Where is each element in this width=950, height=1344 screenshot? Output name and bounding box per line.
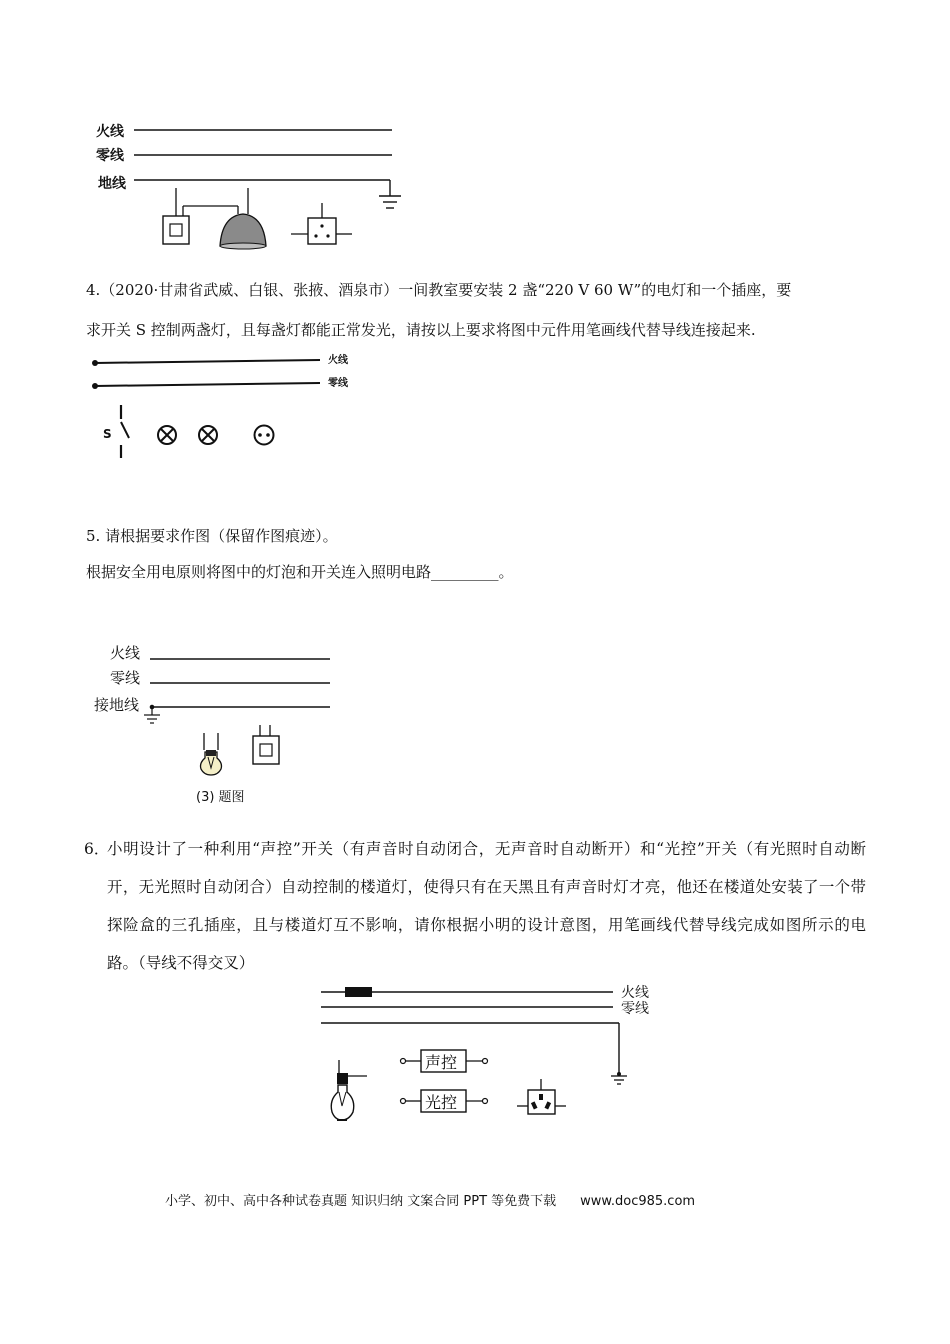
socket-icon bbox=[255, 426, 274, 445]
lamp-2-icon bbox=[199, 426, 217, 444]
question-4-line-1: 4.（2020·甘肃省武威、白银、张掖、酒泉市）一间教室要安装 2 盏“220 V 60 W”的电灯和一个插座，要 bbox=[86, 281, 792, 299]
ground-symbol bbox=[379, 180, 401, 208]
figure-caption: (3) 题图 bbox=[196, 790, 245, 805]
ground-wire-label: 地线 bbox=[98, 176, 126, 192]
page-footer bbox=[165, 1190, 695, 1209]
neutral-wire bbox=[95, 383, 320, 386]
neutral-wire-label: 零线 bbox=[328, 378, 348, 389]
live-wire-label: 火线 bbox=[110, 644, 141, 662]
switch-s-label: S bbox=[103, 427, 112, 441]
circuit-figure-q3 bbox=[90, 118, 420, 258]
light-bulb-icon bbox=[331, 1060, 367, 1120]
live-wire-label: 火线 bbox=[96, 124, 124, 140]
question-4-line-2: 求开关 S 控制两盏灯，且每盏灯都能正常发光，请按以上要求将图中元件用笔画线代替导线连接起来. bbox=[86, 321, 756, 339]
neutral-wire-label: 零线 bbox=[110, 669, 141, 687]
question-5-line-1: 5. 请根据要求作图（保留作图痕迹）。 bbox=[86, 527, 338, 545]
light-control-switch bbox=[401, 1090, 488, 1112]
lamp-shade-icon bbox=[220, 188, 266, 249]
switch-s-icon bbox=[103, 405, 129, 458]
circuit-figure-q4 bbox=[88, 348, 368, 464]
light-bulb-icon bbox=[201, 733, 222, 775]
neutral-wire-label: 零线 bbox=[621, 1001, 649, 1017]
switch-box-icon bbox=[253, 725, 279, 764]
neutral-wire-label: 零线 bbox=[96, 148, 124, 164]
question-6-text: 小明设计了一种利用“声控”开关（有声音时自动闭合，无声音时自动断开）和“光控”开关（有光照时自动断开，无光照时自动闭合）自动控制的楼道灯，使得只有在天黑且有声音时灯才亮，他还在楼道处安装了一个带探险盒的三孔插座，且与楼道灯互不影响，请你根据小明的设计意图，用笔画线代替导线完成如图所示的电路。（导线不得交叉） bbox=[107, 840, 866, 972]
ground-symbol bbox=[611, 1072, 627, 1084]
lamp-1-icon bbox=[158, 426, 176, 444]
light-control-label: 光控 bbox=[425, 1093, 458, 1112]
sound-control-label: 声控 bbox=[425, 1053, 458, 1072]
question-5-line-2: 根据安全用电原则将图中的灯泡和开关连入照明电路_________。 bbox=[86, 563, 514, 581]
circuit-figure-q5 bbox=[92, 640, 342, 810]
sound-control-switch bbox=[401, 1050, 488, 1072]
three-hole-socket-icon bbox=[517, 1079, 566, 1114]
live-wire bbox=[95, 360, 320, 363]
question-6 bbox=[84, 830, 866, 982]
question-6-number: 6． bbox=[84, 840, 110, 858]
footer-url[interactable]: www.doc985.com bbox=[580, 1194, 696, 1209]
fuse-icon bbox=[345, 987, 372, 997]
circuit-figure-q6 bbox=[315, 980, 675, 1150]
three-hole-socket-icon bbox=[291, 203, 352, 244]
live-wire-label: 火线 bbox=[621, 985, 649, 1001]
footer-text: 小学、初中、高中各种试卷真题 知识归纳 文案合同 PPT 等免费下载 bbox=[165, 1194, 557, 1209]
ground-wire-label: 接地线 bbox=[94, 696, 140, 714]
live-wire-label: 火线 bbox=[328, 355, 348, 366]
